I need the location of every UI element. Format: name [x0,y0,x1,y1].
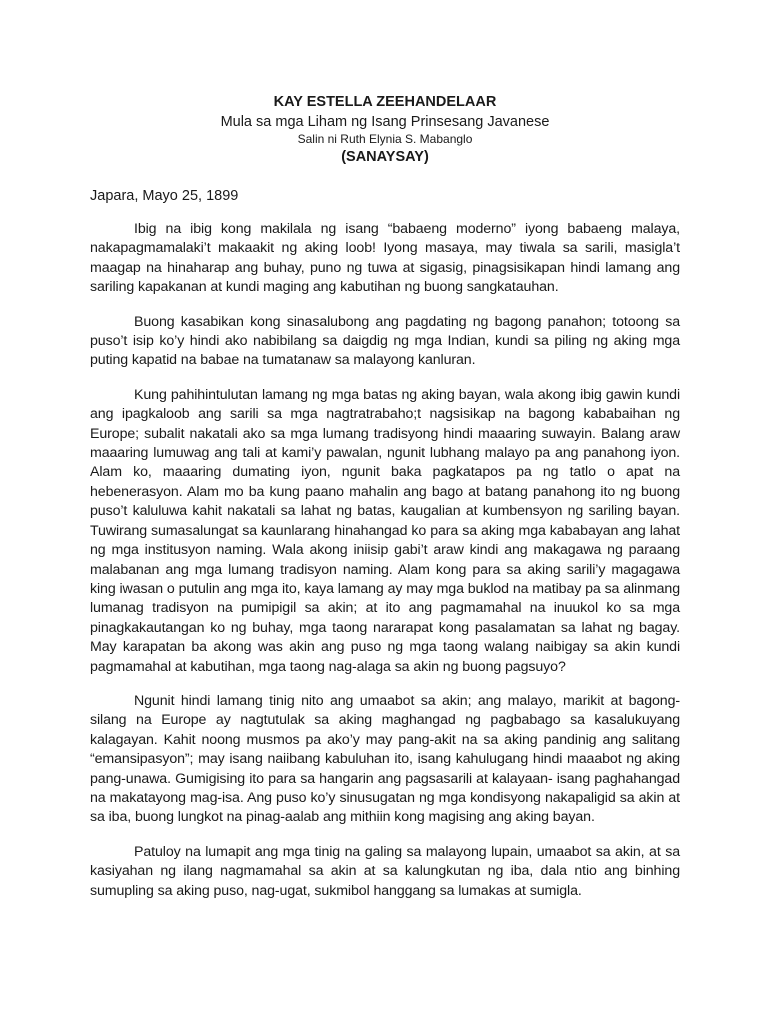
document-subtitle: Mula sa mga Liham ng Isang Prinsesang Javanese [220,114,550,130]
paragraph: Buong kasabikan kong sinasalubong ang pagdating ng bagong panahon; totoong sa puso’t isip ko’y hindi ako nabibilang sa daigdig ng mga Indian, kundi sa piling ng aking mga puting kapatid na babae na tumatanaw sa malayong kanluran. [90,313,680,369]
paragraph: Ibig na ibig kong makilala ng isang “babaeng moderno” iyong babaeng malaya, nakapagmamalaki’t makaakit ng aking loob! Iyong masaya, may tiwala sa sarili, masigla’t maagap na hinaharap ang buhay, puno ng tuwa at sigasig, pinagsisikapan hindi lamang ang sariling kapakanan at kundi maging ang kabutihan ng buong sangkatauhan. [90,221,680,296]
dateline: Japara, Mayo 25, 1899 [90,188,239,204]
document-title: KAY ESTELLA ZEEHANDELAAR [273,94,497,110]
genre-label: (SANAYSAY) [341,149,429,165]
paragraph: Ngunit hindi lamang tinig nito ang umaabot sa akin; ang malayo, marikit at bagong-silang na Europe ay nagtutulak sa aking maghangad ng pagbabago sa kasalukuyang kalagayan. Kahit noong musmos pa ako’y may pang-akit na sa aking pandinig ang salitang “emansipasyon”; may isang naiibang kabuluhan ito, isang kahulugang hindi maaabot ng aking pang-unawa. Gumigising ito para sa hangarin ang pagsasarili at kalayaan- isang paghahangad na makatayong mag-isa. Ang puso ko’y sinusugatan ng mga kondisyong nakapaligid sa akin at sa iba, buong lungkot na pinag-aalab ang mithiin kong magising ang aking bayan. [90,692,680,826]
paragraph: Patuloy na lumapit ang mga tinig na galing sa malayong lupain, umaabot sa akin, at sa kasiyahan ng ilang nagmamahal sa akin at sa kalungkutan ng iba, dala ntio ang binhing sumupling sa aking puso, nag-ugat, sukmibol hanggang sa lumakas at sumigla. [90,843,680,899]
paragraph: Kung pahihintulutan lamang ng mga batas ng aking bayan, wala akong ibig gawin kundi ang ipagkaloob ang sarili sa mga nagtratrabaho;t nagsisikap na bagong kababaihan ng Europe; subalit nakatali ako sa mga lumang tradisyong hindi maaaring suwayin. Balang araw maaaring lumuwag ang tali at kami’y pawalan, ngunit lubhang malayo pa ang panahong iyon. Alam ko, maaaring dumating iyon, ngunit baka pagkatapos pa ng tatlo o apat na hebenerasyon. Alam mo ba kung paano mahalin ang bago at batang panahong ito ng buong puso’t kaluluwa kahit nakatali sa lahat ng batas, kaugalian at kumbensyon ng sariling bayan. Tuwirang sumasalungat sa kaunlarang hinahangad ko para sa aking mga kababayan ang lahat ng mga institusyon naming. Wala akong iniisip gabi’t araw kindi ang makagawa ng paraang malabanan ang mga lumang tradisyon naming. Alam kong para sa aking sarili’y magagawa king iwasan o putulin ang mga ito, kaya lamang ay may mga buklod na matibay pa sa alinmang lumanag tradisyon na pumipigil sa akin; at ito ang pagmamahal na inuukol ko sa mga pinagkakautangan ko ng buhay, mga taong nararapat kong pasalamatan sa lahat ng bagay. May karapatan ba akong was akin ang puso ng mga taong walang naibigay sa akin kundi pagmamahal at kabutihan, mga taong nag-alaga sa akin ng buong pagsuyo? [90,386,680,675]
translator-credit: Salin ni Ruth Elynia S. Mabanglo [297,132,473,146]
